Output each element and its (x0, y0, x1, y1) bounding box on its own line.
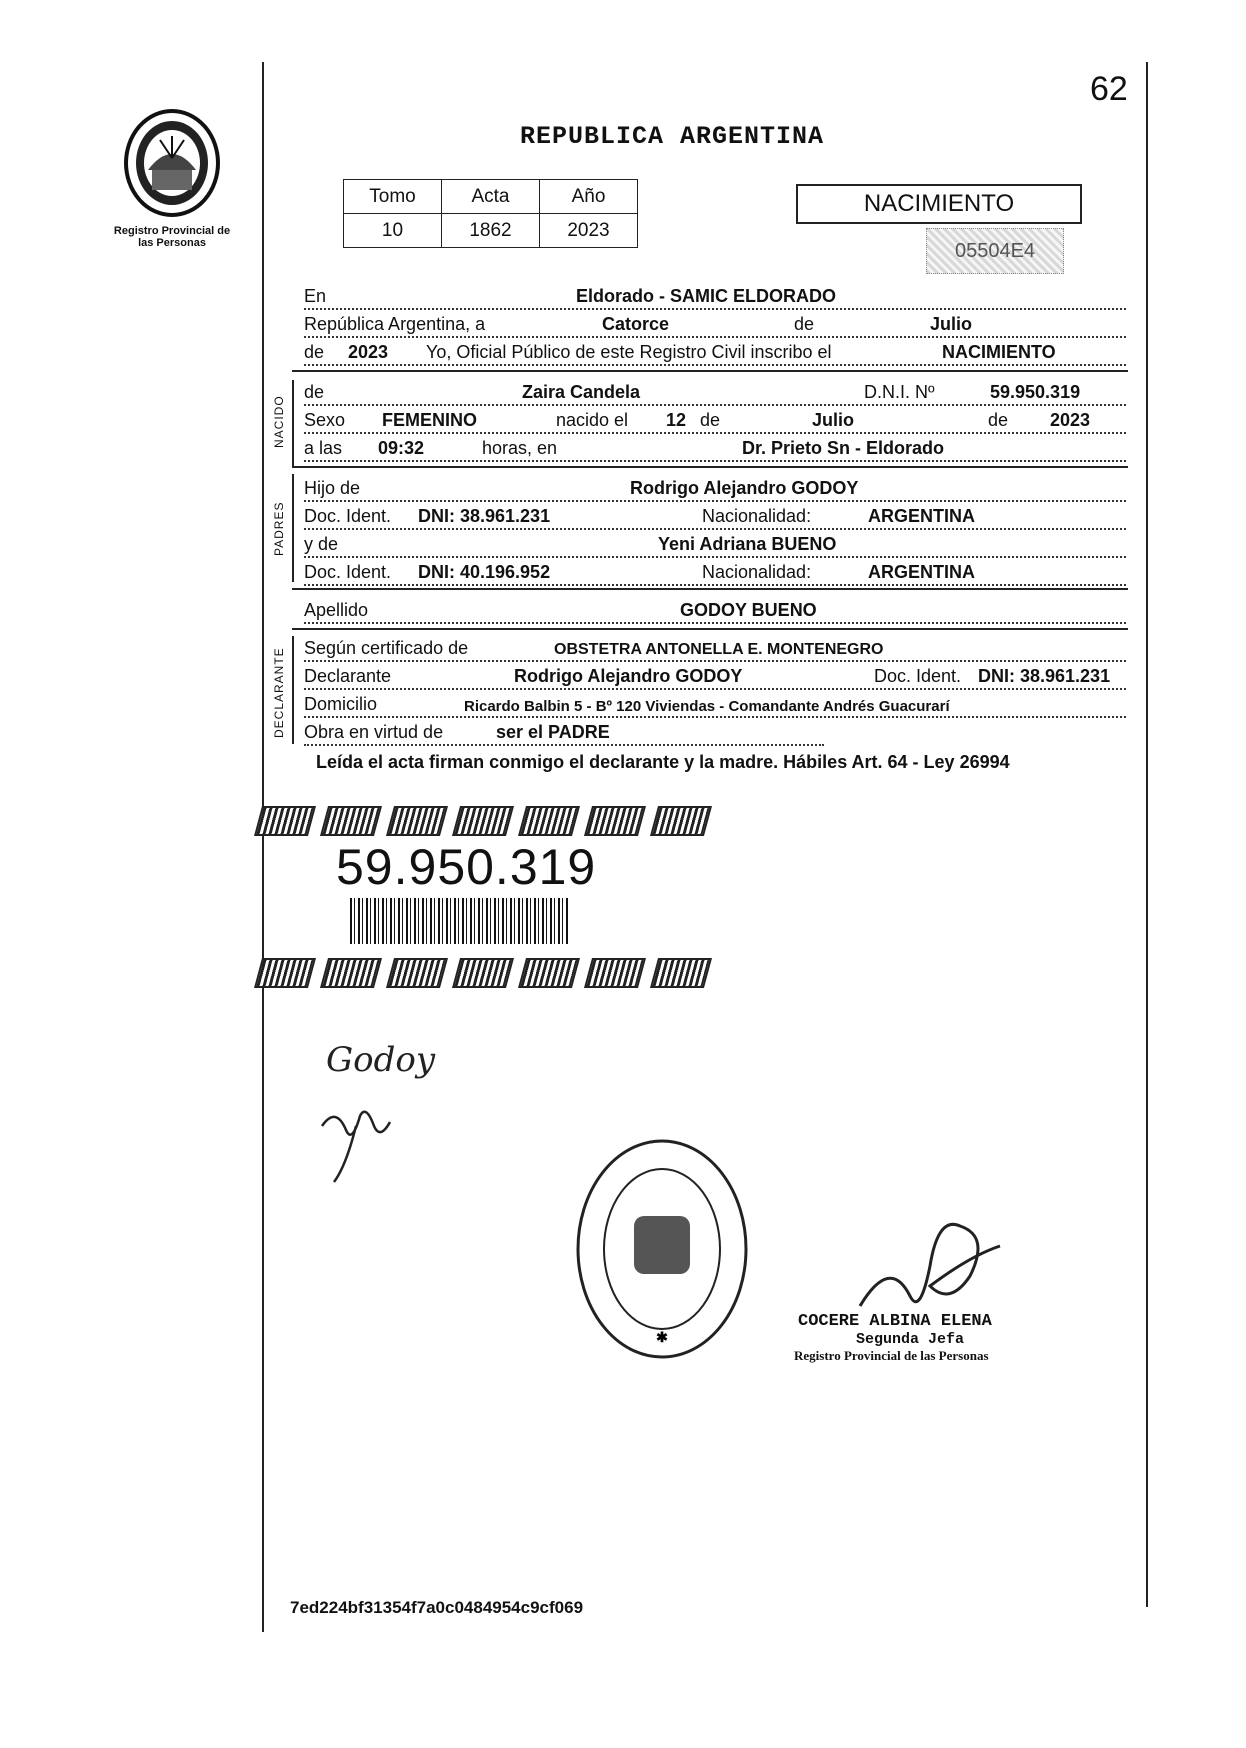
declarant-bracket (292, 636, 294, 744)
year-text: Yo, Oficial Público de este Registro Civil inscribo el (426, 342, 832, 362)
role-label: Obra en virtud de (304, 722, 444, 742)
surname-value: GODOY BUENO (680, 600, 817, 620)
mother-doc: DNI: 40.196.952 (418, 562, 551, 582)
declarant-signature (326, 1040, 435, 1080)
certificate-label: Según certificado de (304, 638, 469, 658)
surname-label: Apellido (304, 600, 369, 620)
page-number: 62 (1090, 70, 1128, 108)
born-name: Zaira Candela (522, 382, 641, 402)
separator (292, 370, 1128, 372)
year-de-label: de (304, 342, 325, 362)
misiones-shield-icon (122, 108, 222, 218)
mother-nationality: ARGENTINA (868, 562, 975, 582)
registry-table (343, 179, 638, 248)
official-seal-icon (574, 1136, 750, 1362)
date-de-label: de (794, 314, 815, 334)
born-on-label: nacido el (556, 410, 629, 430)
father-doc-label: Doc. Ident. (304, 506, 392, 526)
born-year: 2023 (1050, 410, 1091, 430)
born-dni: 59.950.319 (990, 382, 1081, 402)
declarant-signature-text: Godoy (326, 1040, 436, 1080)
mother-nationality-label: Nacionalidad: (702, 562, 812, 582)
separator (292, 588, 1128, 590)
control-stamp: 05504E4 (926, 228, 1064, 274)
date-label: República Argentina, a (304, 314, 486, 334)
document-hash: 7ed224bf31354f7a0c0484954c9cf069 (290, 1598, 584, 1617)
svg-text:✱: ✱ (656, 1329, 668, 1345)
security-pattern-top (258, 806, 708, 836)
officer-organization: Registro Provincial de las Personas (794, 1348, 989, 1363)
role-value: ser el PADRE (496, 722, 610, 742)
place-line (304, 282, 1126, 310)
declarant-label: Declarante (304, 666, 392, 686)
registry-value-acta: 1862 (442, 214, 540, 248)
parents-bracket (292, 474, 294, 582)
declarant-name: Rodrigo Alejandro GODOY (514, 666, 743, 686)
declarant-section-label: DECLARANTE (272, 647, 286, 738)
surname-line (304, 596, 1126, 624)
registry-header-tomo: Tomo (344, 180, 442, 214)
dni-large-number: 59.950.319 (336, 839, 597, 895)
mother-doc-label: Doc. Ident. (304, 562, 392, 582)
address-label: Domicilio (304, 694, 378, 714)
officer-name: COCERE ALBINA ELENA (798, 1312, 992, 1331)
father-label: Hijo de (304, 478, 361, 498)
date-day: Catorce (602, 314, 670, 334)
father-doc: DNI: 38.961.231 (418, 506, 551, 526)
parents-section-label: PADRES (272, 501, 286, 556)
place-label: En (304, 286, 327, 306)
provincial-logo (112, 108, 232, 249)
father-nationality-label: Nacionalidad: (702, 506, 812, 526)
mother-signature-icon (316, 1096, 406, 1186)
officer-signature-icon (850, 1196, 1020, 1326)
security-pattern-bottom (258, 958, 708, 988)
born-sex-line (304, 406, 1126, 434)
declarant-doc: DNI: 38.961.231 (978, 666, 1111, 686)
document-title: REPUBLICA ARGENTINA (520, 122, 825, 151)
date-month: Julio (930, 314, 973, 334)
mother-doc-line (304, 558, 1126, 586)
declarant-doc-label: Doc. Ident. (874, 666, 962, 686)
year-line (304, 338, 1126, 366)
registry-header-acta: Acta (442, 180, 540, 214)
born-month: Julio (812, 410, 855, 430)
father-name: Rodrigo Alejandro GODOY (630, 478, 859, 498)
separator (292, 466, 1128, 468)
mother-name: Yeni Adriana BUENO (658, 534, 837, 554)
registry-header-row (344, 180, 638, 214)
sex-value: FEMENINO (382, 410, 478, 430)
logo-caption: Registro Provincial de las Personas (113, 225, 231, 249)
closing-note: Leída el acta firman conmigo el declarante y la madre. Hábiles Art. 64 - Ley 26994 (316, 752, 1010, 772)
born-de1: de (700, 410, 721, 430)
born-section-label: NACIDO (272, 395, 286, 448)
born-name-line (304, 378, 1126, 406)
declarant-line (304, 662, 1126, 690)
act-type: NACIMIENTO (942, 342, 1056, 362)
address-value: Ricardo Balbin 5 - Bº 120 Viviendas - Comandante Andrés Guacurarí (464, 698, 950, 715)
born-time: 09:32 (378, 438, 425, 458)
born-name-label: de (304, 382, 325, 402)
role-line (304, 718, 824, 746)
born-place: Dr. Prieto Sn - Eldorado (742, 438, 945, 458)
registry-value-tomo: 10 (344, 214, 442, 248)
born-time-line (304, 434, 1126, 462)
certificate-value: OBSTETRA ANTONELLA E. MONTENEGRO (554, 641, 884, 658)
year-value: 2023 (348, 342, 389, 362)
father-doc-line (304, 502, 1126, 530)
registry-value-row (344, 214, 638, 248)
separator (292, 628, 1128, 630)
right-margin-line (1146, 62, 1148, 1607)
barcode (350, 898, 570, 944)
certificate-line (304, 634, 1126, 662)
born-de2: de (988, 410, 1009, 430)
date-line (304, 310, 1126, 338)
born-dni-label: D.N.I. Nº (864, 382, 935, 402)
registry-value-anio: 2023 (540, 214, 638, 248)
father-nationality: ARGENTINA (868, 506, 975, 526)
document-type-box: NACIMIENTO (796, 184, 1082, 224)
officer-block (794, 1312, 992, 1364)
hours-label: horas, en (482, 438, 558, 458)
mother-line (304, 530, 1126, 558)
born-bracket (292, 380, 294, 466)
left-margin-line (262, 62, 264, 1632)
time-label: a las (304, 438, 343, 458)
born-day: 12 (666, 410, 687, 430)
officer-role: Segunda Jefa (856, 1331, 965, 1348)
place-value: Eldorado - SAMIC ELDORADO (576, 286, 836, 306)
mother-label: y de (304, 534, 339, 554)
registry-header-anio: Año (540, 180, 638, 214)
sex-label: Sexo (304, 410, 346, 430)
father-line (304, 474, 1126, 502)
address-line (304, 690, 1126, 718)
